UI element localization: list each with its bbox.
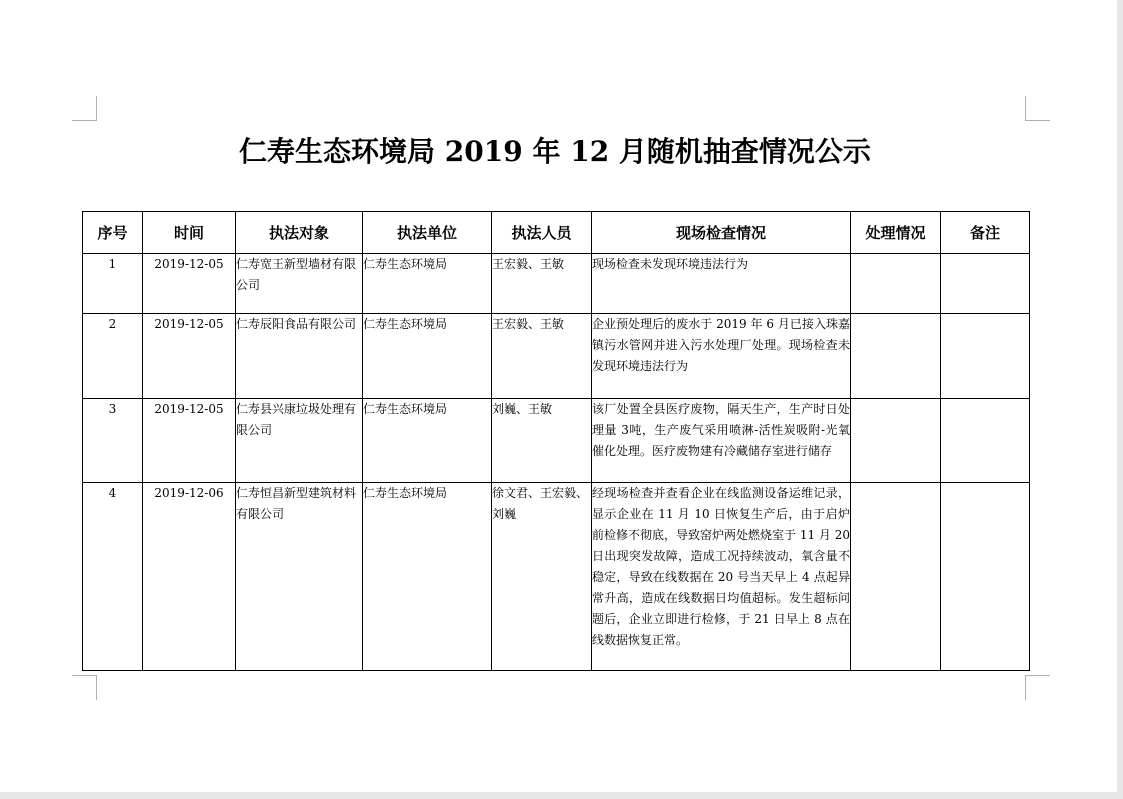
cell-inspection[interactable]: 现场检查未发现环境违法行为 <box>592 254 851 314</box>
cell-target[interactable]: 仁寿恒昌新型建筑材料有限公司 <box>236 483 363 671</box>
header-unit[interactable]: 执法单位 <box>363 212 492 254</box>
cell-inspection[interactable]: 该厂处置全县医疗废物，隔天生产，生产时日处理量 3吨，生产废气采用喷淋-活性炭吸附-光氧催化处理。医疗废物建有冷藏储存室进行储存 <box>592 399 851 483</box>
cell-staff[interactable]: 刘巍、王敏 <box>492 399 592 483</box>
cell-handling[interactable] <box>851 314 941 399</box>
cell-target[interactable]: 仁寿辰阳食品有限公司 <box>236 314 363 399</box>
header-time[interactable]: 时间 <box>143 212 236 254</box>
cell-unit[interactable]: 仁寿生态环境局 <box>363 483 492 671</box>
cell-staff[interactable]: 王宏毅、王敏 <box>492 254 592 314</box>
margin-mark-top-left <box>72 96 97 121</box>
table-row <box>83 399 1030 483</box>
cell-target[interactable]: 仁寿宽王新型墙材有限公司 <box>236 254 363 314</box>
table-row <box>83 314 1030 399</box>
cell-remarks[interactable] <box>941 254 1030 314</box>
page-edge-right <box>1117 0 1123 799</box>
margin-mark-top-right <box>1025 96 1050 121</box>
cell-inspection[interactable]: 企业预处理后的废水于 2019 年 6 月已接入珠嘉镇污水管网并进入污水处理厂处理。现场检查未发现环境违法行为 <box>592 314 851 399</box>
cell-unit[interactable]: 仁寿生态环境局 <box>363 314 492 399</box>
cell-handling[interactable] <box>851 399 941 483</box>
cell-time[interactable]: 2019-12-05 <box>143 399 236 483</box>
cell-inspection[interactable]: 经现场检查并查看企业在线监测设备运维记录，显示企业在 11 月 10 日恢复生产后，由于启炉前检修不彻底，导致窑炉两处燃烧室于 11 月 20 日出现突发故障，造成工况持续波动，氧含量不稳定，导致在线数据在 20 号当天早上 4 点起异常升高，造成在线数据日均值超标。发生超标问题后，企业立即进行检修，于 21 日早上 8 点在线数据恢复正常。 <box>592 483 851 671</box>
cell-time[interactable]: 2019-12-05 <box>143 254 236 314</box>
header-handling[interactable]: 处理情况 <box>851 212 941 254</box>
margin-mark-bottom-left <box>72 675 97 700</box>
margin-mark-bottom-right <box>1025 675 1050 700</box>
table-row <box>83 254 1030 314</box>
cell-unit[interactable]: 仁寿生态环境局 <box>363 399 492 483</box>
header-seq[interactable]: 序号 <box>83 212 143 254</box>
cell-seq[interactable]: 3 <box>83 399 143 483</box>
table-row <box>83 483 1030 671</box>
table-header-row <box>83 212 1030 254</box>
header-target[interactable]: 执法对象 <box>236 212 363 254</box>
cell-target[interactable]: 仁寿县兴康垃圾处理有限公司 <box>236 399 363 483</box>
cell-remarks[interactable] <box>941 483 1030 671</box>
page-title[interactable]: 仁寿生态环境局 2019 年 12 月随机抽查情况公示 <box>239 135 871 168</box>
cell-remarks[interactable] <box>941 399 1030 483</box>
cell-remarks[interactable] <box>941 314 1030 399</box>
cell-staff[interactable]: 徐文君、王宏毅、刘巍 <box>492 483 592 671</box>
cell-seq[interactable]: 4 <box>83 483 143 671</box>
cell-handling[interactable] <box>851 483 941 671</box>
cell-staff[interactable]: 王宏毅、王敏 <box>492 314 592 399</box>
cell-seq[interactable]: 2 <box>83 314 143 399</box>
cell-handling[interactable] <box>851 254 941 314</box>
header-staff[interactable]: 执法人员 <box>492 212 592 254</box>
cell-seq[interactable]: 1 <box>83 254 143 314</box>
cell-time[interactable]: 2019-12-05 <box>143 314 236 399</box>
header-inspection[interactable]: 现场检查情况 <box>592 212 851 254</box>
cell-unit[interactable]: 仁寿生态环境局 <box>363 254 492 314</box>
header-remarks[interactable]: 备注 <box>941 212 1030 254</box>
page-edge-bottom <box>0 792 1123 799</box>
cell-time[interactable]: 2019-12-06 <box>143 483 236 671</box>
inspection-table <box>82 211 1030 671</box>
